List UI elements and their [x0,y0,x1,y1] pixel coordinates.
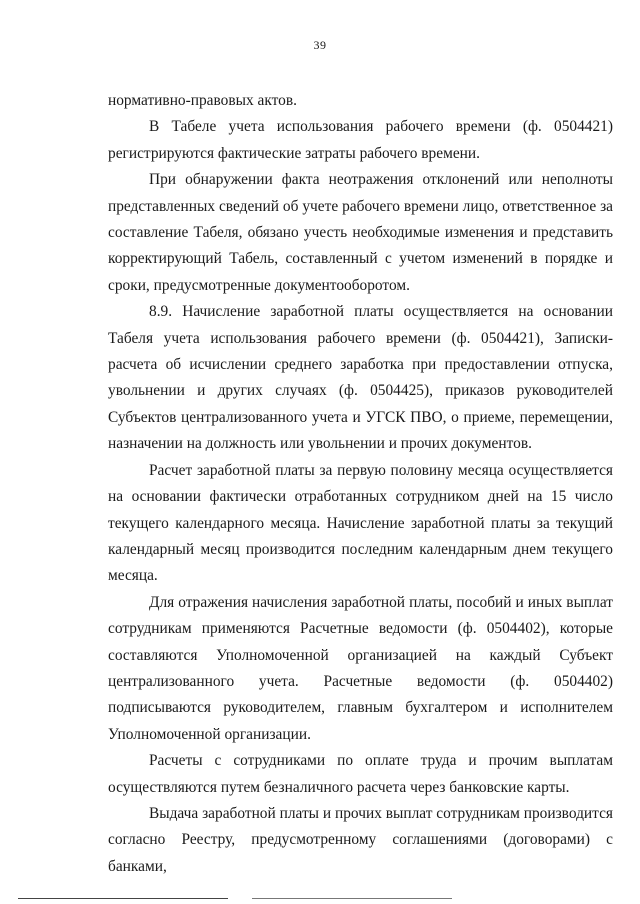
scan-edge-line-2 [252,898,452,899]
paragraph-section-8-9: 8.9. Начисление заработной платы осуществляется на основании Табеля учета использования рабочего времени (ф. 0504421), Записки-расчета об исчислении среднего заработка при предоставлении отпуска, увольнении и других случаях (ф. 0504425), приказов руководителей Субъектов централизованного учета и УГСК ПВО, о приеме, перемещении, назначении на должность или увольнении и прочих документов. [108,303,613,453]
paragraph-payment-registry: Выдача заработной платы и прочих выплат сотрудникам производится согласно Реестру, предусмотренному соглашениями (договорами) с банками, [108,804,613,875]
page-number: 39 [313,38,327,52]
scan-edge-line [18,898,228,899]
paragraph-corrections: При обнаружении факта неотражения отклонений или неполноты представленных сведений об учете рабочего времени лицо, ответственное за составление Табеля, обязано учесть необходимые изменения и представить корректирующий Табель, составленный с учетом изменений в порядке и сроки, предусмотренные документооборотом. [108,171,613,294]
paragraph-continuation: нормативно-правовых актов. [108,92,297,109]
paragraph-cashless-payments: Расчеты с сотрудниками по оплате труда и прочим выплатам осуществляются путем безналичного расчета через банковские карты. [108,752,613,796]
document-body [108,88,613,880]
paragraph-first-half-salary: Расчет заработной платы за первую половину месяца осуществляется на основании фактически отработанных сотрудником дней на 15 число текущего календарного месяца. Начисление заработной платы за текущий календарный месяц производится последним календарным днем текущего месяца. [108,461,613,585]
paragraph-timesheet: В Табеле учета использования рабочего времени (ф. 0504421) регистрируются фактические затраты рабочего времени. [108,118,613,162]
paragraph-payroll-sheets: Для отражения начисления заработной платы, пособий и иных выплат сотрудникам применяются Расчетные ведомости (ф. 0504402), которые составляются Уполномоченной организацией на каждый Субъект централизованного учета. Расчетные ведомости (ф. 0504402) подписываются руководителем, главным бухгалтером и исполнителем Уполномоченной организации. [108,593,613,743]
